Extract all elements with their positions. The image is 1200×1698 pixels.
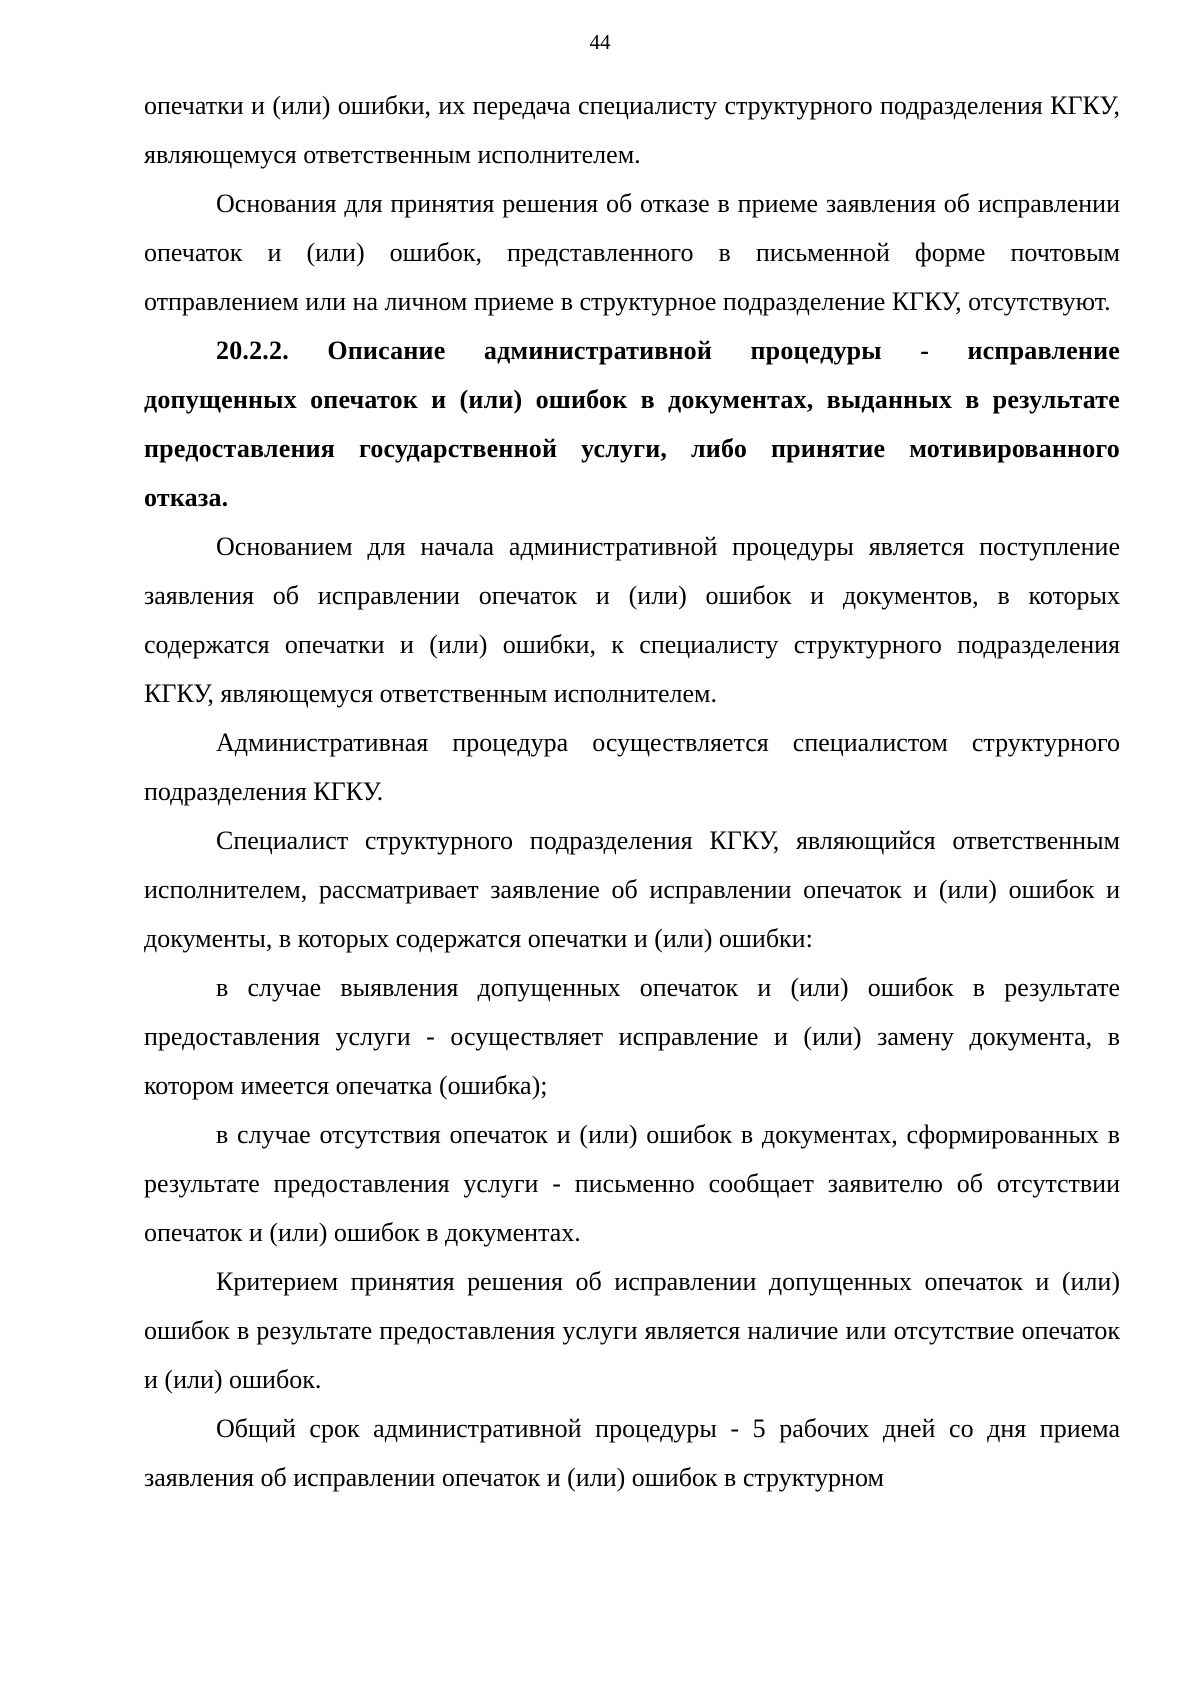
paragraph-total-term: Общий срок административной процедуры - 5 рабочих дней со дня приема заявления об исправлении опечаток и (или) ошибок в структурном xyxy=(144,1414,1120,1492)
page-number: 44 xyxy=(589,30,611,54)
document-body xyxy=(144,81,1120,1502)
paragraph-specialist-review: Специалист структурного подразделения КГКУ, являющийся ответственным исполнителем, рассматривает заявление об исправлении опечаток и (или) ошибок и документы, в которых содержатся опечатки и (или) ошибки: xyxy=(144,826,1120,953)
paragraph-case-errors-found: в случае выявления допущенных опечаток и (или) ошибок в результате предоставления услуги - осуществляет исправление и (или) замену документа, в котором имеется опечатка (ошибка); xyxy=(144,973,1120,1100)
paragraph-criterion: Критерием принятия решения об исправлении допущенных опечаток и (или) ошибок в результате предоставления услуги является наличие или отсутствие опечаток и (или) ошибок. xyxy=(144,1267,1120,1394)
paragraph-performer: Административная процедура осуществляется специалистом структурного подразделения КГКУ. xyxy=(144,728,1120,806)
paragraph-case-no-errors: в случае отсутствия опечаток и (или) ошибок в документах, сформированных в результате предоставления услуги - письменно сообщает заявителю об отсутствии опечаток и (или) ошибок в документах. xyxy=(144,1120,1120,1247)
paragraph-basis: Основанием для начала административной процедуры является поступление заявления об исправлении опечаток и (или) ошибок и документов, в которых содержатся опечатки и (или) ошибки, к специалисту структурного подразделения КГКУ, являющемуся ответственным исполнителем. xyxy=(144,532,1120,708)
paragraph-continuation: опечатки и (или) ошибки, их передача специалисту структурного подразделения КГКУ, являющемуся ответственным исполнителем. xyxy=(144,91,1120,169)
paragraph-refusal-grounds: Основания для принятия решения об отказе в приеме заявления об исправлении опечаток и (или) ошибок, представленного в письменной форме почтовым отправлением или на личном приеме в структурное подразделение КГКУ, отсутствуют. xyxy=(144,189,1120,316)
section-heading-20-2-2: 20.2.2. Описание административной процедуры - исправление допущенных опечаток и (или) ошибок в документах, выданных в результате предоставления государственной услуги, либо принятие мотивированного отказа. xyxy=(144,336,1120,512)
